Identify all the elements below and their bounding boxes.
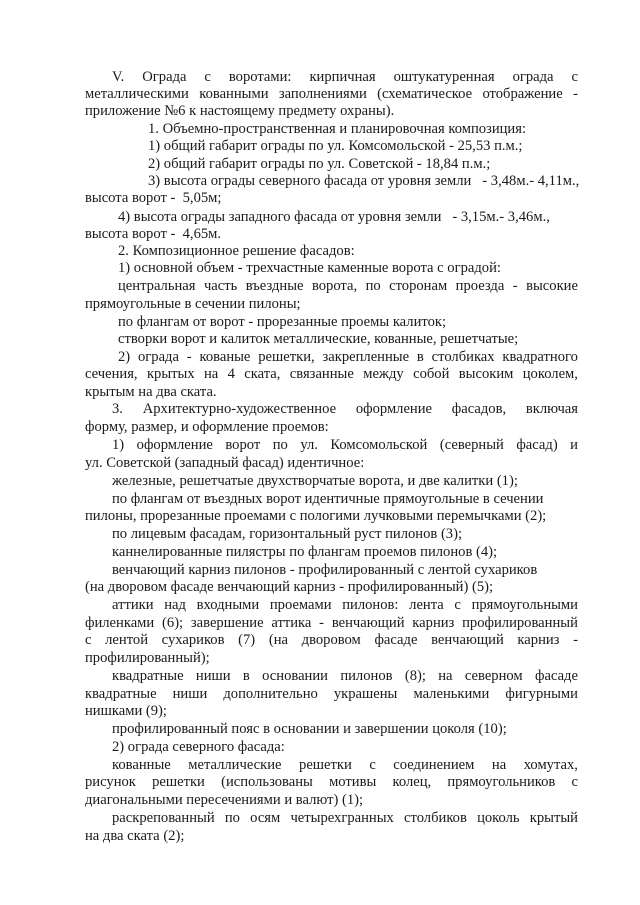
text-line: 1. Объемно-пространственная и планировочная композиция:: [148, 121, 527, 137]
text-line: створки ворот и калиток металлические, кованные, решетчатые;: [118, 331, 519, 347]
text-line: 3) высота ограды северного фасада от уровня земли - 3,48м.- 4,11м.,: [148, 173, 580, 189]
text-line: форму, размер, и оформление проемов:: [85, 419, 329, 435]
text-line: аттики над входными проемами пилонов: лента с прямоугольными: [112, 597, 578, 613]
text-line: крытым на два ската.: [85, 384, 217, 400]
text-line: с лентой сухариков (7) (на дворовом фасаде венчающий карниз -: [85, 632, 578, 648]
text-line: квадратные ниши дополнительно украшены маленькими фигурными: [85, 686, 578, 702]
text-line: по лицевым фасадам, горизонтальный руст пилонов (3);: [112, 526, 463, 542]
text-line: 4) высота ограды западного фасада от уровня земли - 3,15м.- 3,46м.,: [118, 209, 550, 225]
text-line: пилоны, прорезанные проемами с пологими лучковыми перемычками (2);: [85, 508, 547, 524]
text-line: 2) ограда - кованые решетки, закрепленные в столбиках квадратного: [118, 349, 578, 365]
text-line: профилированный);: [85, 650, 210, 666]
text-line: филенками (6); завершение аттика - венчающий карниз профилированный: [85, 615, 578, 631]
text-line: V. Ограда с воротами: кирпичная оштукатуренная ограда с: [112, 69, 578, 85]
text-line: 1) основной объем - трехчастные каменные ворота с оградой:: [118, 260, 501, 276]
text-line: металлическими кованными заполнениями (схематическое отображение -: [85, 86, 578, 102]
text-line: по флангам от въездных ворот идентичные прямоугольные в сечении: [112, 491, 544, 507]
text-line: 3. Архитектурно-художественное оформление фасадов, включая: [112, 401, 578, 417]
text-line: 2) общий габарит ограды по ул. Советской - 18,84 п.м.;: [148, 156, 491, 172]
text-line: приложение №6 к настоящему предмету охраны).: [85, 103, 395, 119]
text-line: раскрепованный по осям четырехгранных столбиков цоколь крытый: [112, 810, 578, 826]
text-line: ул. Советской (западный фасад) идентичное:: [85, 455, 365, 471]
text-line: профилированный пояс в основании и завершении цоколя (10);: [112, 721, 507, 737]
text-line: каннелированные пилястры по флангам проемов пилонов (4);: [112, 544, 498, 560]
text-line: на два ската (2);: [85, 828, 185, 844]
text-line: венчающий карниз пилонов - профилированный с лентой сухариков: [112, 562, 538, 578]
text-line: по флангам от ворот - прорезанные проемы калиток;: [118, 314, 447, 330]
text-line: 2) ограда северного фасада:: [112, 739, 285, 755]
text-line: рисунок решетки (использованы мотивы колец, прямоугольников с: [85, 774, 578, 790]
text-line: 1) общий габарит ограды по ул. Комсомольской - 25,53 п.м.;: [148, 138, 523, 154]
text-line: железные, решетчатые двухстворчатые ворота, и две калитки (1);: [112, 473, 518, 489]
text-line: нишками (9);: [85, 703, 167, 719]
text-line: диагональными пересечениями и валют) (1);: [85, 792, 364, 808]
text-line: (на дворовом фасаде венчающий карниз - профилированный) (5);: [85, 579, 494, 595]
text-line: 1) оформление ворот по ул. Комсомольской (северный фасад) и: [112, 437, 578, 453]
text-line: прямоугольные в сечении пилоны;: [85, 296, 301, 312]
text-line: 2. Композиционное решение фасадов:: [118, 243, 355, 259]
text-line: квадратные ниши в основании пилонов (8); на северном фасаде: [112, 668, 578, 684]
text-line: высота ворот - 4,65м.: [85, 226, 222, 242]
text-line: сечения, крытых на 4 ската, связанные между собой высоким цоколем,: [85, 366, 578, 382]
text-line: центральная часть въездные ворота, по сторонам проезда - высокие: [118, 278, 578, 294]
text-line: кованные металлические решетки с соединением на хомутах,: [112, 757, 578, 773]
text-line: высота ворот - 5,05м;: [85, 190, 222, 206]
